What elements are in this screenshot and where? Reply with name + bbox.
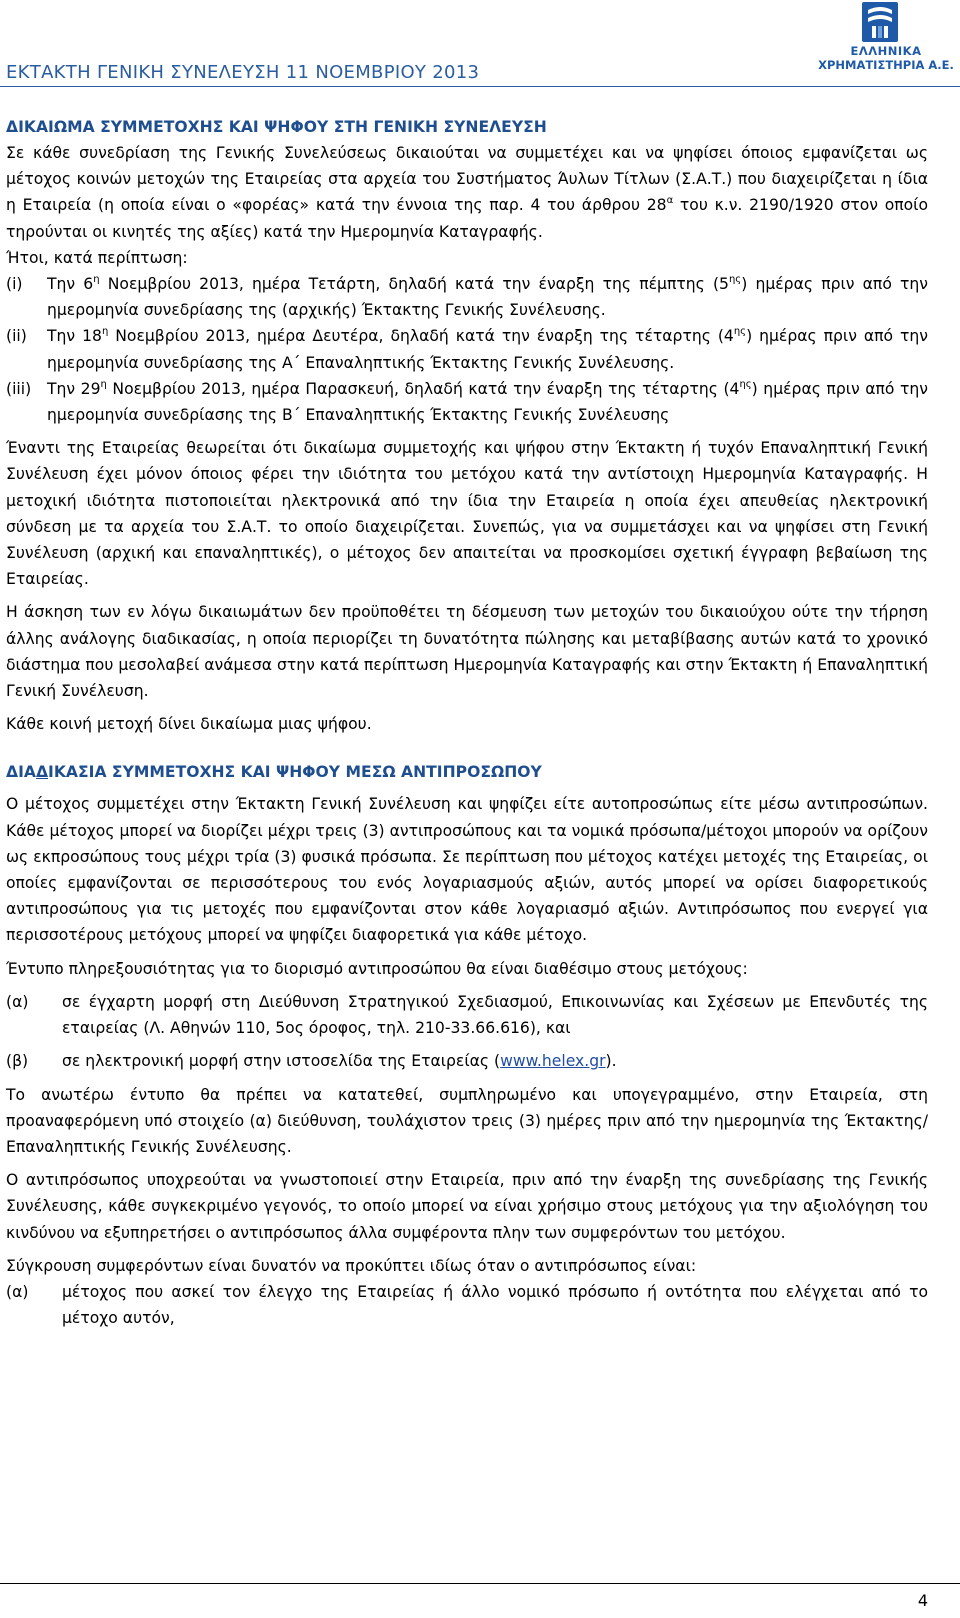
paragraph: Ο μέτοχος συμμετέχει στην Έκτακτη Γενική Συνέλευση και ψηφίζει είτε αυτοπροσώπως είτε μέσω αντιπροσώπων. Κάθε μέτοχος μπορεί να διορίζει μέχρι τρεις (3) αντιπροσώπους και τα νομικά πρόσωπα/μέτοχοι μπορούν να ορίζουν ως εκπροσώπους τους μέχρι τρία (3) φυσικά πρόσωπα. Σε περίπτωση που μέτοχος κατέχει μετοχές της Εταιρείας, οι οποίες εμφανίζονται σε περισσότερους του ενός λογαριασμούς αξιών, αυτός μπορεί να ορίσει διαφορετικούς αντιπροσώπους για τις μετοχές που εμφανίζονται στον κάθε λογαριασμό αξιών. Αντιπρόσωπος που ενεργεί για περισσοτέρους μετόχους μπορεί να ψηφίζει διαφορετικά για κάθε μέτοχο. — [6, 795, 928, 945]
paragraph — [6, 140, 928, 245]
paragraph: Έναντι της Εταιρείας θεωρείται ότι δικαίωμα συμμετοχής και ψήφου στην Έκτακτη ή τυχόν Επαναληπτική Γενική Συνέλευση έχει μόνον όποιος φέρει την ιδιότητα του μετόχου κατά την αντίστοιχη Ημερομηνία Καταγραφής. Η μετοχική ιδιότητα πιστοποιείται ηλεκτρονικά από την ίδια την Εταιρεία η οποία έχει απευθείας ηλεκτρονική σύνδεση με τα αρχεία του Σ.Α.Τ. το οποίο διαχειρίζεται. Συνεπώς, για να συμμετάσχει και να ψηφίσει στη Γενική Συνέλευση (αρχική και επαναληπτικές), ο μέτοχος δεν απαιτείται να προσκομίσει σχετική έγγραφη βεβαίωση της Εταιρείας. — [6, 439, 928, 589]
list-text — [47, 376, 928, 428]
superscript: ης — [739, 378, 752, 390]
page-header — [0, 0, 960, 90]
text: Δ — [35, 763, 49, 782]
section-heading-proxy — [6, 759, 928, 785]
website-link[interactable]: www.helex.gr — [500, 1052, 606, 1071]
list-text — [47, 271, 928, 323]
paragraph: Η άσκηση των εν λόγω δικαιωμάτων δεν προϋποθέτει τη δέσμευση των μετοχών του δικαιούχου ούτε την τήρηση άλλης ανάλογης διαδικασίας, η οποία περιορίζει τη δυνατότητα πώλησης και μεταβίβασης αυτών κατά το χρονικό διάστημα που μεσολαβεί ανάμεσα στην κατά περίπτωση Ημερομηνία Καταγραφής και στην Έκτακτη ή Επαναληπτική Γενική Συνέλευση. — [6, 603, 928, 701]
paragraph: Ο αντιπρόσωπος υποχρεούται να γνωστοποιεί στην Εταιρεία, πριν από την έναρξη της συνεδρίασης της Γενικής Συνέλευσης, κάθε συγκεκριμένο γεγονός, το οποίο μπορεί να είναι χρήσιμο στους μετόχους για την αξιολόγηση του κινδύνου να εξυπηρετήσει ο αντιπρόσωπος άλλα συμφέροντα πλην των συμφερόντων του μετόχου. — [6, 1171, 928, 1242]
list-label: (ii) — [6, 327, 27, 346]
list-item — [6, 1279, 928, 1331]
text: ). — [605, 1052, 617, 1071]
list-label: (i) — [6, 275, 23, 294]
text: ) ημέρας πριν από την ημερομηνία συνεδρίασης της Α΄ Επαναληπτικής Έκτακτης Γενικής Συνέλευσης. — [47, 327, 929, 372]
superscript: η — [100, 378, 107, 390]
paragraph: Κάθε κοινή μετοχή δίνει δικαίωμα μιας ψήφου. — [6, 715, 372, 734]
superscript: η — [101, 326, 109, 338]
list-item — [6, 1048, 928, 1074]
list-label: (β) — [6, 1052, 29, 1071]
text: σε ηλεκτρονική μορφή στην ιστοσελίδα της Εταιρείας ( — [62, 1052, 501, 1071]
text: του κ.ν. 2190/1920 στον οποίο τηρούνται οι κινητές της αξίες) κατά την Ημερομηνία Καταγραφής. — [6, 196, 928, 241]
text: Νοεμβρίου 2013, ημέρα Παρασκευή, δηλαδή κατά την έναρξη της τέταρτης (4 — [106, 379, 740, 398]
list-label: (α) — [6, 992, 29, 1011]
superscript: α — [666, 195, 674, 207]
paragraph: Το ανωτέρω έντυπο θα πρέπει να κατατεθεί, συμπληρωμένο και υπογεγραμμένο, στην Εταιρεία, στη προαναφερόμενη υπό στοιχείο (α) διεύθυνση, τουλάχιστον τρεις (3) ημέρες πριν από την ημερομηνία της Έκτακτης/ Επαναληπτικής Γενικής Συνέλευσης. — [6, 1085, 928, 1156]
document-body — [6, 114, 928, 1331]
company-logo — [812, 0, 960, 76]
list-text — [62, 1048, 928, 1074]
list-item — [6, 376, 928, 428]
text: Νοεμβρίου 2013, ημέρα Τετάρτη, δηλαδή κατά την έναρξη της πέμπτης (5 — [99, 275, 729, 294]
text: Την 29 — [47, 379, 101, 398]
logo-text-line2: ΧΡΗΜΑΤΙΣΤΗΡΙΑ Α.Ε. — [818, 58, 954, 72]
header-title: ΕΚΤΑΚΤΗ ΓΕΝΙΚΗ ΣΥΝΕΛΕΥΣΗ 11 ΝΟΕΜΒΡΙΟΥ 2013 — [6, 62, 480, 83]
text: Την 18 — [47, 327, 102, 346]
text: ΔΙΑ — [6, 763, 36, 782]
list-text: μέτοχος που ασκεί τον έλεγχο της Εταιρείας ή άλλο νομικό πρόσωπο ή οντότητα που ελέγχεται από το μέτοχο αυτόν, — [62, 1282, 928, 1328]
header-divider — [0, 86, 960, 87]
text: Σε κάθε συνεδρίαση της Γενικής Συνελεύσεως δικαιούται να συμμετέχει και να ψηφίσει όποιος εμφανίζεται ως μέτοχος κοινών μετοχών της Εταιρείας στα αρχεία του Συστήματος Άυλων Τίτλων (Σ.Α.Τ.) που διαχειρίζεται η ίδια η Εταιρεία (η οποία είναι ο «φορέας» κατά την έννοια της παρ. 4 του άρθρου 28 — [6, 144, 928, 215]
paragraph: Έντυπο πληρεξουσιότητας για το διορισμό αντιπροσώπου θα είναι διαθέσιμο στους μετόχους: — [6, 959, 748, 978]
footer-divider — [0, 1583, 960, 1584]
superscript: ης — [728, 274, 742, 286]
list-label: (iii) — [6, 379, 32, 398]
paragraph: Ήτοι, κατά περίπτωση: — [6, 248, 188, 267]
list-text: σε έγχαρτη μορφή στη Διεύθυνση Στρατηγικού Σχεδιασμού, Επικοινωνίας και Σχέσεων με Επενδυτές της εταιρείας (Λ. Αθηνών 110, 5ος όροφος, τηλ. 210-33.66.616), και — [62, 992, 928, 1038]
section-heading-voting-rights: ΔΙΚΑΙΩΜΑ ΣΥΜΜΕΤΟΧΗΣ ΚΑΙ ΨΗΦΟΥ ΣΤΗ ΓΕΝΙΚΗ ΣΥΝΕΛΕΥΣΗ — [6, 118, 547, 136]
superscript: ης — [733, 326, 747, 338]
text: ) ημέρας πριν από την ημερομηνία συνεδρίασης της (αρχικής) Έκτακτης Γενικής Συνέλευσης. — [47, 275, 929, 320]
list-text — [47, 323, 928, 375]
logo-text-line1: ΕΛΛΗΝΙΚΑ — [850, 44, 922, 58]
paragraph: Σύγκρουση συμφερόντων είναι δυνατόν να προκύπτει ιδίως όταν ο αντιπρόσωπος είναι: — [6, 1256, 697, 1275]
text: ) ημέρας πριν από την ημερομηνία συνεδρίασης της Β΄ Επαναληπτικής Έκτακτης Γενικής Συνέλευσης — [47, 379, 929, 425]
list-item — [6, 989, 928, 1041]
logo-icon — [862, 2, 898, 42]
list-item — [6, 271, 928, 323]
list-label: (α) — [6, 1282, 29, 1301]
list-item — [6, 323, 928, 375]
text: ΙΚΑΣΙΑ ΣΥΜΜΕΤΟΧΗΣ ΚΑΙ ΨΗΦΟΥ ΜΕΣΩ ΑΝΤΙΠΡΟΣΩΠΟΥ — [48, 763, 542, 782]
text: Νοεμβρίου 2013, ημέρα Δευτέρα, δηλαδή κατά την έναρξη της τέταρτης (4 — [108, 327, 734, 346]
page-number: 4 — [917, 1591, 928, 1610]
superscript: η — [93, 274, 100, 286]
text: Την 6 — [47, 275, 94, 294]
